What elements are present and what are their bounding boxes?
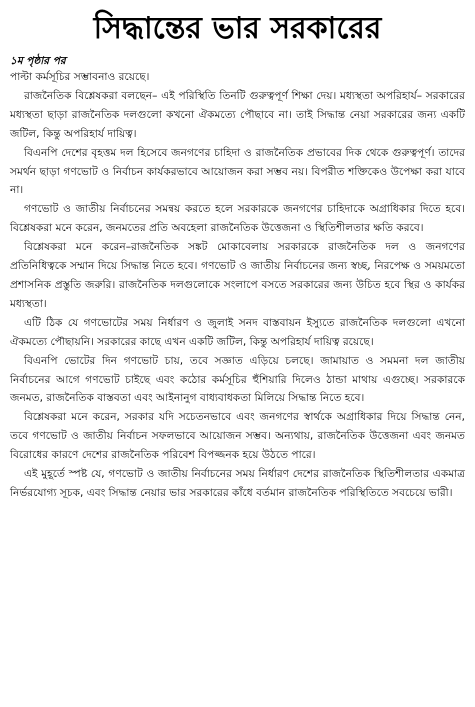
article-paragraph: গণভোট ও জাতীয় নির্বাচনের সমন্বয় করতে হলে সরকারকে জনগণের চাহিদাকে অগ্রাধিকার দিতে হবে। বিশ্লেষকরা মনে করেন, জনমতের প্রতি অবহেলা রাজনৈতিক উত্তেজনা ও স্থিতিশীলতার ক্ষতি করবে। [10, 203, 465, 235]
continued-from-label: ১ম পৃষ্ঠার পর [10, 55, 66, 67]
article-paragraph: পাল্টা কর্মসূচির সম্ভাবনাও রয়েছে। [10, 71, 150, 83]
article-paragraph: এই মুহূর্তে স্পষ্ট যে, গণভোট ও জাতীয় নির্বাচনের সময় নির্ধারণ দেশের রাজনৈতিক স্থিতিশীলতার একমাত্র নির্ভরযোগ্য সূচক, এবং সিদ্ধান্ত নেয়ার ভার সরকারের কাঁধে বর্তমান রাজনৈতিক পরিস্থিতিতে সবচেয়ে ভারী। [10, 468, 465, 499]
article-paragraph: বিএনপি দেশের বৃহত্তম দল হিসেবে জনগণের চাহিদা ও রাজনৈতিক প্রভাবের দিক থেকে গুরুত্বপূর্ণ। তাদের সমর্থন ছাড়া গণভোট ও নির্বাচন কার্যকরভাবে আয়োজন করা সম্ভব নয়। বিপরীত শক্তিকেও উপেক্ষা করা যাবে না। [10, 146, 465, 197]
article-paragraph: রাজনৈতিক বিশ্লেষকরা বলছেন– এই পরিস্থিতি তিনটি গুরুত্বপূর্ণ শিক্ষা দেয়। মধ্যস্থতা অপরিহার্য– সরকারের মধ্যস্থতা ছাড়া রাজনৈতিক দলগুলো কখনো ঐকমত্যে পৌছাবে না। তাই সিদ্ধান্ত নেয়া সরকারের জন্য একটি জটিল, কিন্তু অপরিহার্য দায়িত্ব। [10, 89, 465, 140]
article-paragraph: বিশ্লেষকরা মনে করেন–রাজনৈতিক সঙ্কট মোকাবেলায় সরকারকে রাজনৈতিক দল ও জনগণের প্রতিনিধিত্বকে সম্মান দিয়ে সিদ্ধান্ত নিতে হবে। গণভোট ও জাতীয় নির্বাচনের জন্য স্বচ্ছ, নিরপেক্ষ ও সময়মতো প্রশাসনিক প্রস্তুতি জরুরি। রাজনৈতিক দলগুলোকে সংলাপে বসতে সরকারের জন্য উচিত হবে স্থির ও কার্যকর মধ্যস্থতা। [10, 241, 465, 310]
article-paragraph: বিএনপি ভোটের দিন গণভোট চায়, তবে সজ্ঞাত এড়িয়ে চলছে। জামায়াত ও সমমনা দল জাতীয় নির্বাচনের আগে গণভোট চাইছে এবং কঠোর কর্মসূচির হুঁশিয়ারি দিলেও ঠান্ডা মাথায় এগুচ্ছে। সরকারকে জনমত, রাজনৈতিক বাস্তবতা এবং আইনানুগ বাধ্যবাধকতা মিলিয়ে সিদ্ধান্ত নিতে হবে। [10, 354, 465, 405]
article-paragraph: এটি ঠিক যে গণভোটের সময় নির্ধারণ ও জুলাই সনদ বাস্তবায়ন ইস্যুতে রাজনৈতিক দলগুলো এখনো ঐকমত্যে পৌছায়নি। সরকারের কাছে এখন একটি জটিল, কিন্তু অপরিহার্য দায়িত্ব রয়েছে। [10, 316, 465, 348]
article-paragraph: বিশ্লেষকরা মনে করেন, সরকার যদি সচেতনভাবে এবং জনগণের স্বার্থকে অগ্রাধিকার দিয়ে সিদ্ধান্ত নেন, তবে গণভোট ও জাতীয় নির্বাচন সফলভাবে আয়োজন সম্ভব। অন্যথায়, রাজনৈতিক উত্তেজনা এবং জনমত বিরোধের কারণে দেশের রাজনৈতিক পরিবেশ বিপজ্জনক হয়ে উঠতে পারে। [10, 411, 465, 462]
article-headline: সিদ্ধান্তের ভার সরকারের [93, 11, 382, 46]
article-body [10, 68, 465, 503]
